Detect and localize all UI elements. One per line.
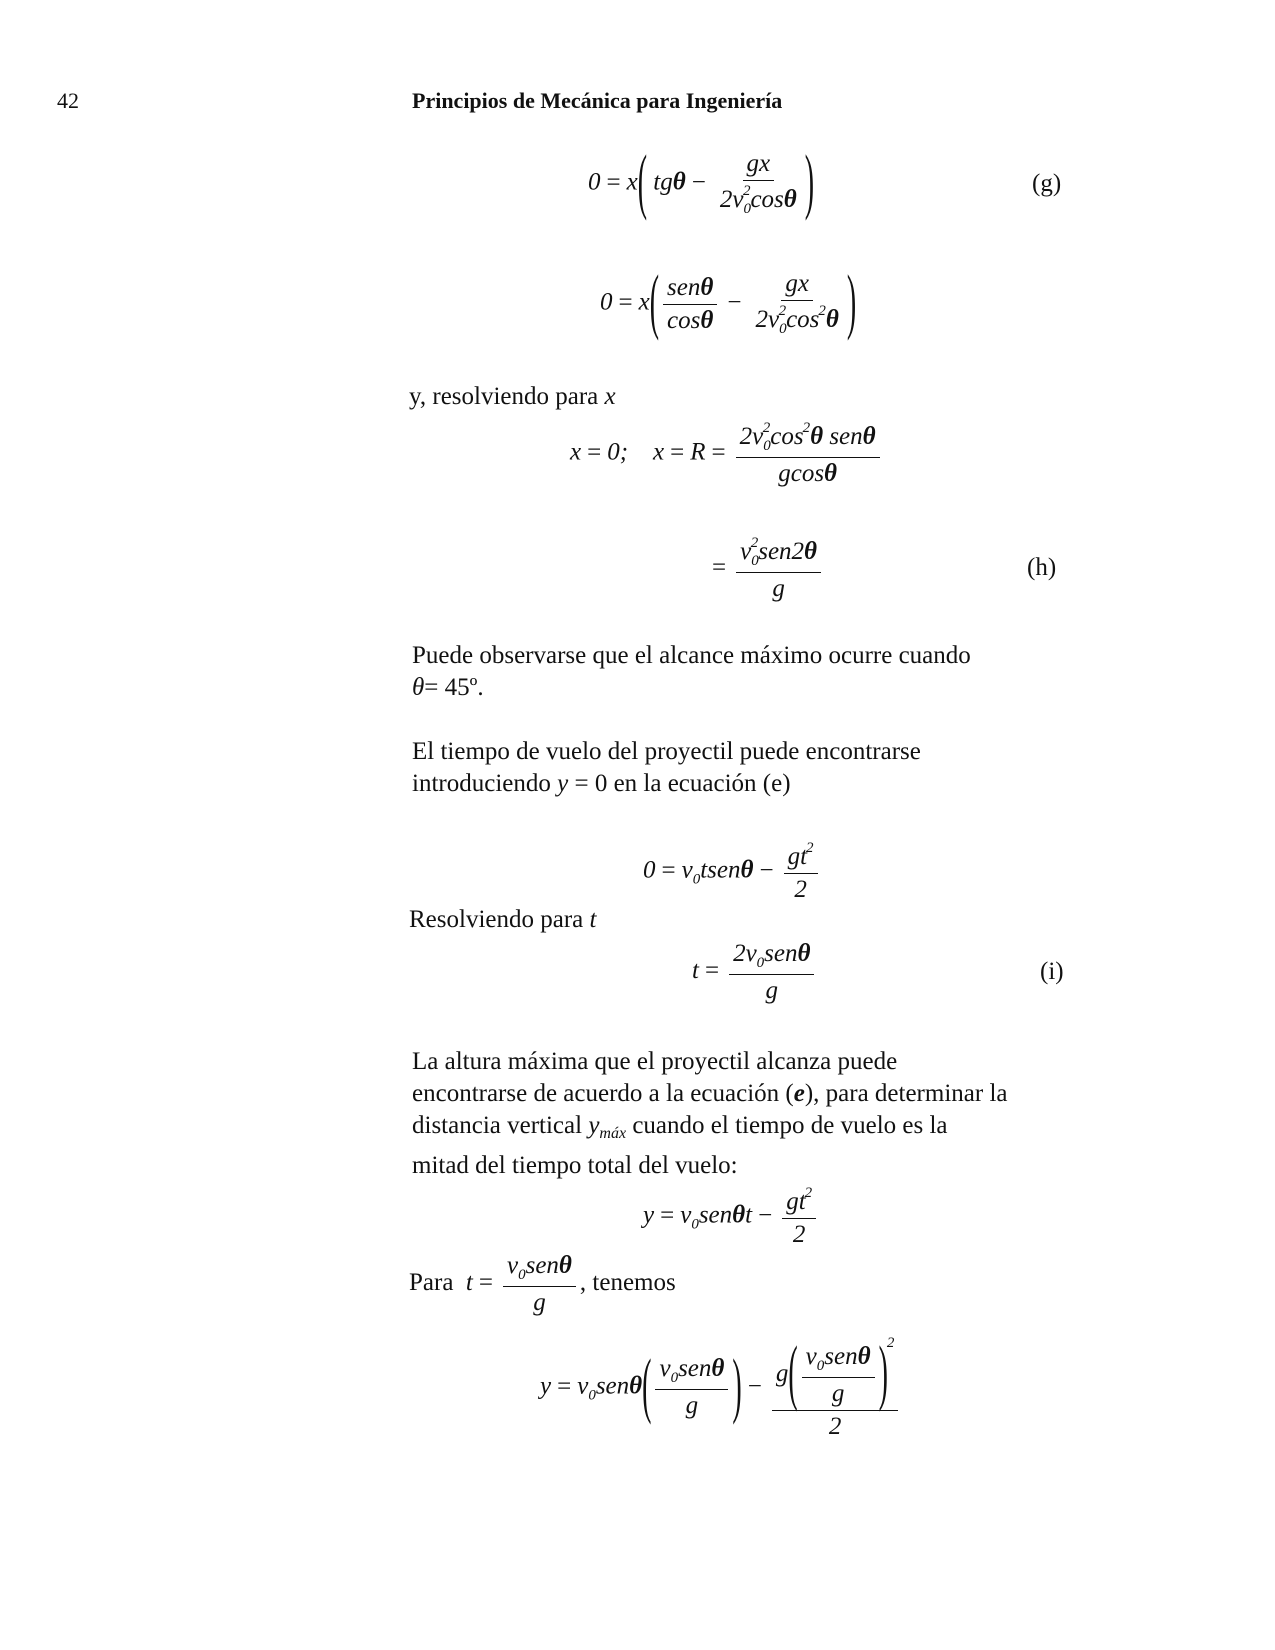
equation-height-substituted: $y = v_0sen\theta$( $\frac{v_0sen\theta}{g}$ ) − g( $\frac{v_0sen\theta}{g}$ )$^2$ 2 (540, 1335, 902, 1441)
equation-time-zero: $0 = v_0tsen\theta$ − $\frac{gt^2}{2}$ (643, 840, 822, 904)
paragraph-alcance-maximo: Puede observarse que el alcance máximo ocurre cuando θ= 45º. (412, 642, 971, 701)
paragraph-tiempo-line2a: introduciendo (412, 770, 551, 797)
equation-label-h: (h) (1027, 554, 1057, 581)
page-number: 42 (57, 88, 79, 113)
running-head-title: Principios de Mecánica para Ingeniería (412, 88, 783, 113)
paragraph-tiempo-line2b: = 0 en la ecuación (e) (574, 770, 791, 797)
equation-height: $y = v_0sen\theta t$ − $\frac{gt^2}{2}$ (643, 1185, 820, 1249)
text-para-label: Para (409, 1269, 454, 1297)
paragraph-tiempo-vuelo: El tiempo de vuelo del proyectil puede encontrarse introduciendo y = 0 en la ecuación (e) (412, 738, 921, 797)
ymax-subscript: máx (599, 1125, 627, 1142)
equation-g: 0 = x( tgθ − $\frac{gx}{2v_0^2\cos\theta}$ ) (588, 142, 815, 223)
text-resolviendo-t: Resolviendo para t (409, 906, 597, 933)
paragraph-altura-line2a: encontrarse de acuerdo a la ecuación ( (412, 1080, 794, 1107)
paragraph-altura-line3b: cuando el tiempo de vuelo es la (632, 1112, 948, 1139)
text-resolviendo-x-label: y, resolviendo para (409, 383, 599, 410)
paragraph-altura-line2b: ), para determinar la (804, 1080, 1008, 1107)
text-resolviendo-x (409, 383, 616, 411)
text-resolviendo-t-label: Resolviendo para (409, 906, 584, 933)
equation-g-expanded: 0 = x( $\frac{\text{senθ}}{\cos\theta}$ − $\frac{gx}{2v_0^2\cos^2\theta}$ ) (600, 262, 857, 343)
paragraph-altura-line3a: distancia vertical (412, 1112, 583, 1139)
equation-h: = $\frac{v_0^2sen2\theta}{g}$ (712, 535, 825, 603)
text-tenemos: , tenemos (579, 1269, 676, 1297)
text-para-t: Para t = $\frac{v_0sen\theta}{g}$ , tenemos (409, 1252, 676, 1316)
var-x: x (604, 383, 616, 410)
paragraph-tiempo-line1: El tiempo de vuelo del proyectil puede encontrarse (412, 738, 921, 765)
paragraph-altura-line1: La altura máxima que el proyectil alcanza puede (412, 1048, 898, 1075)
equation-range: x = 0; x = R = $\frac{2v_0^2\cos^2\theta sen\theta}{gcos\theta}$ (570, 420, 884, 488)
equation-label-i: (i) (1040, 958, 1064, 985)
paragraph-alcance-line1: Puede observarse que el alcance máximo ocurre cuando (412, 642, 971, 669)
equation-label-g: (g) (1032, 170, 1062, 197)
equation-i: t = $\frac{2v_0sen\theta}{g}$ (692, 940, 818, 1005)
paragraph-altura-maxima: La altura máxima que el proyectil alcanza puede encontrarse de acuerdo a la ecuación (e), para determinar la distancia vertical $y_{máx}$ cuando el tiempo de vuelo es la mitad del tiempo total del vuelo: (412, 1048, 1008, 1179)
paragraph-altura-line4: mitad del tiempo total del vuelo: (412, 1152, 738, 1179)
paragraph-alcance-line2: = 45º. (424, 674, 484, 701)
